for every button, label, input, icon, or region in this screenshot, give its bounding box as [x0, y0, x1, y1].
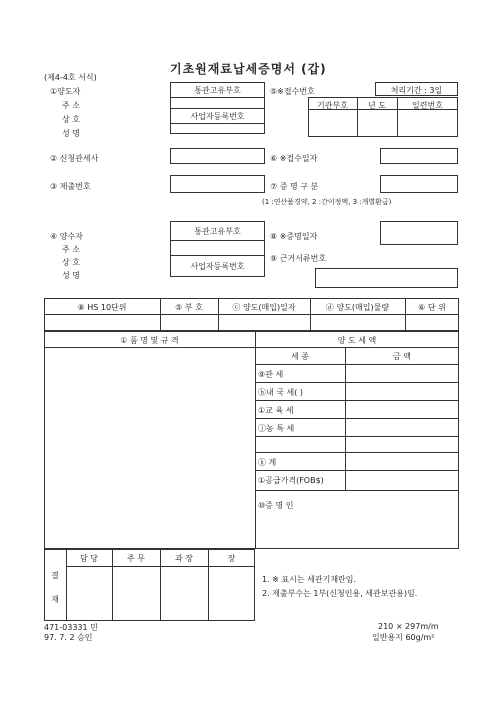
col-year: 년 도	[368, 101, 386, 110]
footer-paper-size: 210 × 297m/m	[378, 622, 439, 631]
tax-row-education: ①교 육 세	[258, 406, 294, 415]
buyer-customs-id-label: 통관고유부호	[194, 227, 241, 236]
approval-side-2: 재	[51, 595, 59, 604]
col-tax-amount: 금 액	[393, 352, 411, 361]
buyer-biz-reg-label: 사업자등록번호	[190, 262, 245, 271]
seller-biz-reg-label: 사업자등록번호	[190, 112, 245, 121]
approval-col-staff: 담 당	[80, 554, 98, 563]
seller-company-label: 상 호	[62, 115, 80, 124]
seller-customs-id-label: 통관고유부호	[194, 86, 241, 95]
note-1: 1. ※ 표시는 세관기재란임.	[262, 575, 357, 584]
receipt-no-label: ⑤※접수번호	[270, 87, 315, 96]
doc-no-field[interactable]	[315, 268, 458, 288]
tax-row-internal: ⓗ내 국 세( )	[258, 388, 304, 397]
seller-name-label: 성 명	[62, 129, 80, 138]
tax-row-total: ⓚ 계	[258, 458, 277, 467]
seller-address-label: 주 소	[62, 101, 80, 110]
footer-approval-date: 97. 7. 2 승인	[44, 633, 93, 642]
applicant-field[interactable]	[170, 148, 265, 164]
cert-date-label: ⑧ ※증명일자	[270, 232, 318, 241]
buyer-address-label: 주 소	[62, 245, 80, 254]
approval-col-head: 장	[227, 554, 236, 563]
col-transfer-qty: ⓓ 양도(매입)물량	[325, 303, 390, 312]
approval-col-chief: 주 무	[127, 554, 145, 563]
footer-paper-type: 일반용지 60g/m²	[372, 633, 435, 642]
col-tax-kind: 세 종	[291, 352, 309, 361]
receipt-date-field[interactable]	[380, 148, 458, 164]
buyer-company-label: 상 호	[62, 258, 80, 267]
cert-type-field[interactable]	[380, 175, 458, 193]
applicant-label: ② 신청관세사	[50, 154, 99, 163]
tax-row-supply-price: ①공급가격(FOB$)	[258, 476, 324, 485]
tax-header: 양 도 세 액	[337, 336, 377, 345]
col-transfer-date: ⓒ 양도(매입)일자	[232, 303, 296, 312]
form-number: (제4-4호 서식)	[44, 73, 97, 82]
seller-label: ①양도자	[50, 87, 81, 96]
cert-date-field[interactable]	[380, 221, 458, 245]
col-code: ⑤ 부 호	[175, 303, 203, 312]
page-title: 기초원재료납세증명서 (갑)	[170, 62, 327, 76]
submit-no-field[interactable]	[170, 175, 265, 193]
doc-no-label: ⑨ 근거서류번호	[270, 254, 327, 263]
receipt-date-label: ⑥ ※접수일자	[270, 154, 318, 163]
tax-row-agri: ⓙ농 특 세	[258, 424, 295, 433]
col-hs-code: ⑧ HS 10단위	[77, 303, 127, 312]
tax-row-customs: ⑨관 세	[258, 370, 284, 379]
certifier-label: ⑩증 명 인	[258, 501, 294, 510]
buyer-name-label: 성 명	[62, 271, 80, 280]
approval-side-1: 결	[51, 571, 59, 580]
cert-type-label: ⑦ 증 명 구 분	[270, 182, 319, 191]
col-unit: ⑥ 단 위	[418, 303, 446, 312]
footer-form-code: 471-03331 민	[44, 623, 98, 632]
item-name-header: ① 품 명 및 규 격	[120, 336, 179, 345]
approval-col-manager: 과 장	[175, 554, 193, 563]
col-agency-code: 기관부호	[317, 101, 348, 110]
submit-no-label: ③ 제출번호	[50, 182, 91, 191]
col-serial: 일련번호	[412, 101, 443, 110]
note-2: 2. 제출부수는 1부(신청인용, 세관보관용)임.	[262, 589, 418, 598]
cert-type-note: (1 :연산품경약, 2 :간이정액, 3 :개별환급)	[262, 198, 392, 206]
processing-period: 처리기간 : 3일	[390, 86, 443, 95]
buyer-label: ④ 양수자	[50, 232, 83, 241]
